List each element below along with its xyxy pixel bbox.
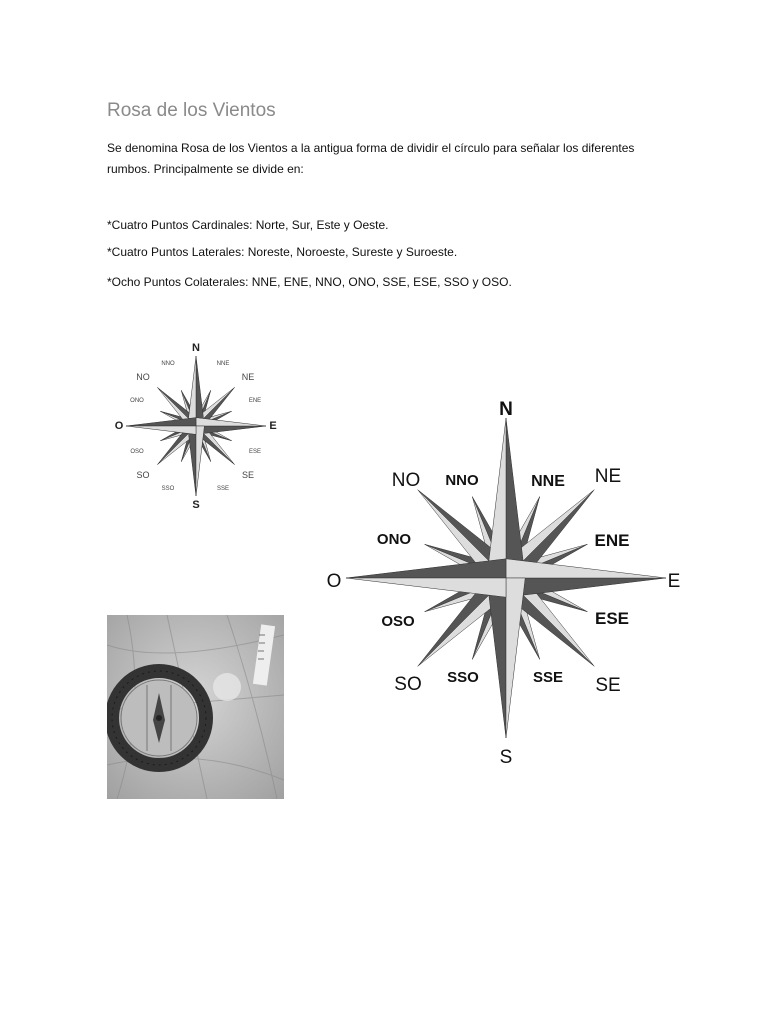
small-cardinal-ray-light bbox=[188, 356, 196, 426]
small-label-oso: OSO bbox=[130, 449, 144, 455]
large-label-ono: ONO bbox=[376, 531, 412, 548]
small-label-ono: ONO bbox=[130, 398, 144, 404]
small-label-n: N bbox=[192, 342, 200, 354]
large-cardinal-ray-dark bbox=[487, 578, 506, 738]
small-label-nno: NNO bbox=[161, 361, 175, 367]
large-label-o: O bbox=[326, 571, 342, 592]
large-label-ene: ENE bbox=[594, 531, 630, 550]
large-label-nno: NNO bbox=[445, 472, 479, 489]
large-cardinal-ray-light bbox=[346, 578, 506, 597]
cardinal-points-line: *Cuatro Puntos Cardinales: Norte, Sur, Este y Oeste. bbox=[107, 218, 389, 232]
small-label-sso: SSO bbox=[161, 486, 175, 492]
small-label-ne: NE bbox=[241, 372, 255, 382]
large-compass-rose bbox=[322, 393, 688, 768]
large-label-so: SO bbox=[394, 674, 422, 695]
large-cardinal-ray-light bbox=[506, 578, 525, 738]
large-label-ese: ESE bbox=[594, 609, 630, 628]
large-cardinal-ray-dark bbox=[506, 578, 666, 597]
large-label-sse: SSE bbox=[532, 669, 564, 686]
compass-photo bbox=[107, 615, 284, 799]
large-label-ne: NE bbox=[594, 466, 622, 487]
small-label-o: O bbox=[114, 420, 124, 432]
small-label-nne: NNE bbox=[216, 361, 230, 367]
small-label-no: NO bbox=[136, 372, 150, 382]
large-label-no: NO bbox=[391, 470, 421, 491]
intro-paragraph: Se denomina Rosa de los Vientos a la antigua forma de dividir el círculo para señalar los diferentes rumbos. Principalmente se divide en: bbox=[107, 141, 635, 176]
large-label-se: SE bbox=[595, 675, 621, 696]
small-cardinal-ray-dark bbox=[126, 418, 196, 426]
large-label-nne: NNE bbox=[531, 473, 565, 490]
large-label-s: S bbox=[499, 747, 513, 768]
large-cardinal-ray-dark bbox=[346, 559, 506, 578]
small-cardinal-ray-dark bbox=[196, 426, 266, 434]
page-title: Rosa de los Vientos bbox=[107, 100, 276, 121]
small-label-so: SO bbox=[136, 470, 150, 480]
lateral-points-line: *Cuatro Puntos Laterales: Noreste, Noroeste, Sureste y Suroeste. bbox=[107, 245, 458, 259]
small-label-e: E bbox=[269, 420, 277, 432]
small-cardinal-ray-light bbox=[196, 418, 266, 426]
small-label-sse: SSE bbox=[216, 486, 230, 492]
large-cardinal-ray-dark bbox=[506, 418, 525, 578]
small-label-se: SE bbox=[241, 470, 255, 480]
small-compass-rose bbox=[107, 335, 287, 515]
collateral-points-line: *Ocho Puntos Colaterales: NNE, ENE, NNO, ONO, SSE, ESE, SSO y OSO. bbox=[107, 275, 512, 289]
small-cardinal-ray-dark bbox=[196, 356, 204, 426]
large-label-sso: SSO bbox=[447, 669, 479, 686]
small-label-ene: ENE bbox=[248, 398, 262, 404]
small-cardinal-ray-dark bbox=[188, 426, 196, 496]
large-cardinal-ray-light bbox=[487, 418, 506, 578]
small-label-s: S bbox=[192, 499, 200, 511]
small-cardinal-ray-light bbox=[196, 426, 204, 496]
large-label-e: E bbox=[667, 571, 681, 592]
small-label-ese: ESE bbox=[248, 449, 262, 455]
large-label-oso: OSO bbox=[381, 613, 415, 630]
small-cardinal-ray-light bbox=[126, 426, 196, 434]
large-cardinal-ray-light bbox=[506, 559, 666, 578]
large-label-n: N bbox=[499, 399, 513, 420]
